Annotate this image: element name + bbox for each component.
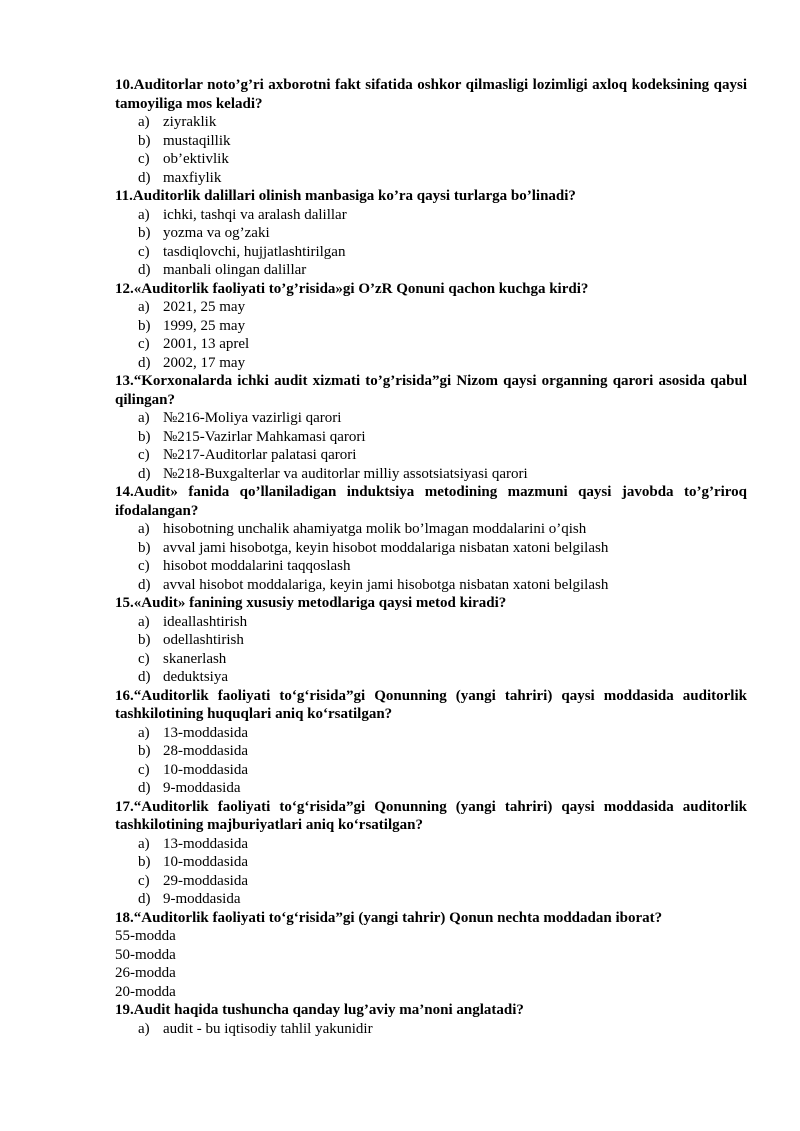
option-text: avval jami hisobotga, keyin hisobot moddalariga nisbatan xatoni belgilash — [163, 539, 609, 556]
option-letter: b) — [138, 743, 151, 759]
option-text: hisobot moddalarini taqqoslash — [163, 558, 351, 574]
option-text: mustaqillik — [163, 132, 231, 149]
question-block-18 — [115, 909, 747, 1002]
question-text: 16.“Auditorlik faoliyati to‘g‘risida”gi Qonunning (yangi tahriri) qaysi moddasida auditorlik tashkilotining huquqlari aniq ko‘rsatilgan? — [115, 687, 747, 722]
option-text: tasdiqlovchi, hujjatlashtirilgan — [163, 243, 346, 260]
option-item — [115, 631, 747, 650]
option-text: ob’ektivlik — [163, 151, 229, 167]
option-item — [115, 853, 747, 872]
answer-line: 55-modda — [115, 928, 176, 944]
option-item — [115, 150, 747, 169]
question-text: 15.«Audit» fanining xususiy metodlariga qaysi metod kiradi? — [115, 595, 507, 611]
option-item — [115, 113, 747, 132]
option-item — [115, 520, 747, 539]
option-text: 1999, 25 may — [163, 317, 246, 334]
option-text: 2002, 17 may — [163, 354, 246, 371]
option-item — [115, 298, 747, 317]
answer-line: 26-modda — [115, 965, 176, 981]
option-letter: c) — [138, 447, 150, 463]
option-item — [115, 890, 747, 909]
options-list — [115, 835, 747, 909]
question-text: 14.Audit» fanida qo’llaniladigan induktsiya metodining mazmuni qaysi javobda to’g’riroq ifodalangan? — [115, 484, 747, 519]
option-text: 9-moddasida — [163, 891, 241, 907]
option-item — [115, 206, 747, 225]
question-block-19 — [115, 1001, 747, 1038]
option-item — [115, 243, 747, 262]
option-letter: c) — [138, 336, 150, 352]
option-item — [115, 650, 747, 669]
option-text: 13-moddasida — [163, 835, 248, 852]
option-item — [115, 1020, 747, 1039]
option-letter: b) — [138, 632, 151, 648]
option-item — [115, 354, 747, 373]
options-list — [115, 113, 747, 187]
option-text: 10-moddasida — [163, 854, 248, 870]
option-letter: a) — [138, 299, 150, 315]
option-text: №215-Vazirlar Mahkamasi qarori — [163, 428, 366, 445]
question-block — [115, 187, 747, 280]
option-letter: a) — [138, 206, 150, 223]
option-item — [115, 539, 747, 558]
option-letter: a) — [138, 1020, 150, 1037]
option-letter: b) — [138, 225, 151, 241]
option-text: 13-moddasida — [163, 724, 248, 741]
option-letter: a) — [138, 410, 150, 426]
option-letter: d) — [138, 262, 151, 278]
option-text: deduktsiya — [163, 669, 228, 685]
question-text: 19.Audit haqida tushuncha qanday lug’aviy ma’noni anglatadi? — [115, 1002, 524, 1018]
option-letter: d) — [138, 780, 151, 796]
option-item — [115, 761, 747, 780]
option-letter: c) — [138, 761, 150, 778]
option-letter: c) — [138, 872, 150, 889]
option-text: hisobotning unchalik ahamiyatga molik bo’lmagan moddalarini o’qish — [163, 521, 587, 537]
options-list — [115, 724, 747, 798]
option-item — [115, 132, 747, 151]
option-item — [115, 465, 747, 484]
answer-line: 20-modda — [115, 983, 176, 1000]
option-text: 28-moddasida — [163, 743, 248, 759]
option-item — [115, 335, 747, 354]
option-letter: b) — [138, 317, 151, 334]
options-list — [115, 298, 747, 372]
option-text: odellashtirish — [163, 632, 244, 648]
option-text: 2021, 25 may — [163, 299, 246, 315]
option-item — [115, 576, 747, 595]
options-list — [115, 409, 747, 483]
option-letter: a) — [138, 521, 150, 537]
option-text: №217-Auditorlar palatasi qarori — [163, 447, 357, 463]
option-text: yozma va og’zaki — [163, 225, 270, 241]
document-page — [115, 76, 747, 1038]
options-list — [115, 520, 747, 594]
option-letter: c) — [138, 650, 150, 667]
option-text: ziyraklik — [163, 114, 217, 130]
options-list — [115, 206, 747, 280]
question-block — [115, 798, 747, 909]
answer-line: 50-modda — [115, 946, 176, 963]
option-letter: b) — [138, 132, 151, 149]
option-text: audit - bu iqtisodiy tahlil yakunidir — [163, 1020, 373, 1037]
option-text: manbali olingan dalillar — [163, 262, 307, 278]
options-list — [115, 613, 747, 687]
option-letter: c) — [138, 151, 150, 167]
option-item — [115, 261, 747, 280]
option-text: №216-Moliya vazirligi qarori — [163, 410, 342, 426]
option-text: 10-moddasida — [163, 761, 248, 778]
option-text: skanerlash — [163, 650, 227, 667]
option-letter: b) — [138, 539, 151, 556]
question-text: 17.“Auditorlik faoliyati to‘g‘risida”gi Qonunning (yangi tahriri) qaysi moddasida auditorlik tashkilotining majburiyatlari aniq ko‘rsatilgan? — [115, 798, 747, 833]
question-block — [115, 76, 747, 187]
option-letter: a) — [138, 835, 150, 852]
option-text: 29-moddasida — [163, 872, 248, 889]
question-text: 10.Auditorlar noto’g’ri axborotni fakt sifatida oshkor qilmasligi lozimligi axloq kodeksining qaysi tamoyiliga mos keladi? — [115, 77, 747, 112]
option-letter: d) — [138, 169, 151, 186]
option-letter: c) — [138, 558, 150, 574]
option-item — [115, 409, 747, 428]
option-item — [115, 317, 747, 336]
question-block — [115, 687, 747, 798]
question-block — [115, 594, 747, 687]
question-text: 12.«Auditorlik faoliyati to’g’risida»gi O’zR Qonuni qachon kuchga kirdi? — [115, 280, 589, 297]
option-text: №218-Buxgalterlar va auditorlar milliy assotsiatsiyasi qarori — [163, 465, 528, 482]
options-list — [115, 1020, 747, 1039]
question-text: 11.Auditorlik dalillari olinish manbasiga ko’ra qaysi turlarga bo’linadi? — [115, 188, 576, 204]
option-letter: d) — [138, 465, 151, 482]
option-text: avval hisobot moddalariga, keyin jami hisobotga nisbatan xatoni belgilash — [163, 576, 609, 593]
option-item — [115, 872, 747, 891]
question-text: 13.“Korxonalarda ichki audit xizmati to’g’risida”gi Nizom qaysi organning qarori asosida qabul qilingan? — [115, 373, 747, 408]
option-letter: a) — [138, 724, 150, 741]
option-item — [115, 224, 747, 243]
question-block — [115, 372, 747, 483]
option-text: 9-moddasida — [163, 780, 241, 796]
question-list — [115, 76, 747, 909]
option-text: maxfiylik — [163, 169, 222, 186]
option-item — [115, 742, 747, 761]
option-item — [115, 428, 747, 447]
option-item — [115, 169, 747, 188]
option-letter: c) — [138, 243, 150, 260]
question-block — [115, 280, 747, 373]
option-letter: d) — [138, 891, 151, 907]
question-text: 18.“Auditorlik faoliyati to‘g‘risida”gi (yangi tahrir) Qonun nechta moddadan iborat? — [115, 909, 663, 926]
option-text: 2001, 13 aprel — [163, 336, 250, 352]
option-text: ideallashtirish — [163, 613, 248, 630]
option-item — [115, 779, 747, 798]
option-letter: d) — [138, 354, 151, 371]
option-item — [115, 668, 747, 687]
option-letter: b) — [138, 428, 151, 445]
question-block — [115, 483, 747, 594]
option-item — [115, 835, 747, 854]
option-item — [115, 557, 747, 576]
option-text: ichki, tashqi va aralash dalillar — [163, 206, 347, 223]
option-letter: d) — [138, 576, 151, 593]
option-item — [115, 446, 747, 465]
option-letter: a) — [138, 114, 150, 130]
option-item — [115, 613, 747, 632]
option-letter: d) — [138, 669, 151, 685]
option-item — [115, 724, 747, 743]
option-letter: a) — [138, 613, 150, 630]
option-letter: b) — [138, 854, 151, 870]
